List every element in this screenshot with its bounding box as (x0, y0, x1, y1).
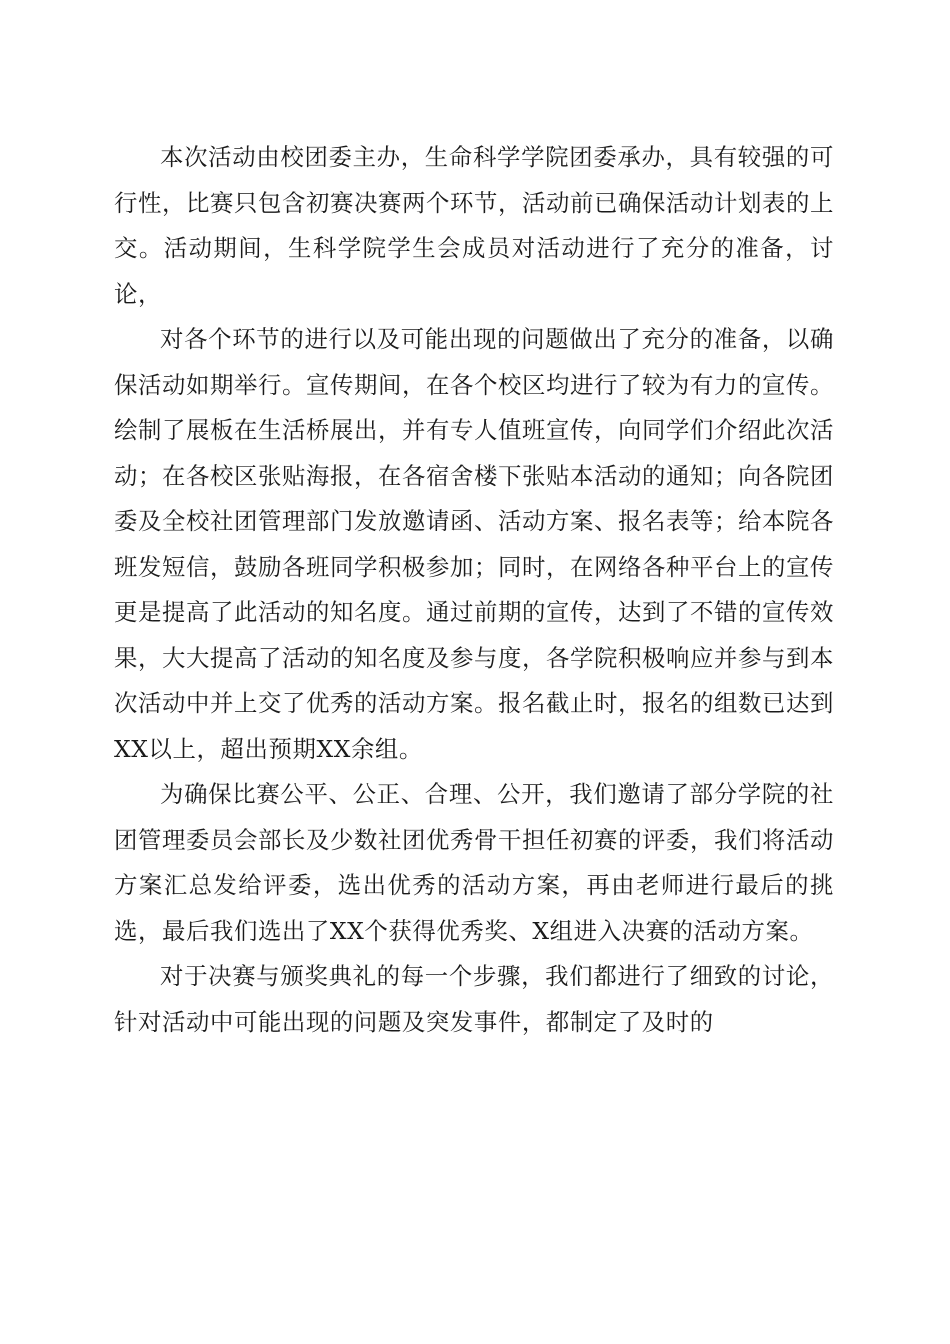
paragraph-4: 对于决赛与颁奖典礼的每一个步骤，我们都进行了细致的讨论，针对活动中可能出现的问题及突发事件，都制定了及时的 (114, 962, 834, 1036)
document-body (114, 135, 834, 1045)
paragraph-1: 本次活动由校团委主办，生命科学学院团委承办，具有较强的可行性，比赛只包含初赛决赛两个环节，活动前已确保活动计划表的上交。活动期间，生科学院学生会成员对活动进行了充分的准备，讨论， (114, 143, 834, 308)
paragraph-3: 为确保比赛公平、公正、合理、公开，我们邀请了部分学院的社团管理委员会部长及少数社团优秀骨干担任初赛的评委，我们将活动方案汇总发给评委，选出优秀的活动方案，再由老师进行最后的挑选，最后我们选出了XX个获得优秀奖、X组进入决赛的活动方案。 (114, 780, 834, 945)
paragraph-2: 对各个环节的进行以及可能出现的问题做出了充分的准备，以确保活动如期举行。宣传期间，在各个校区均进行了较为有力的宣传。绘制了展板在生活桥展出，并有专人值班宣传，向同学们介绍此次活动；在各校区张贴海报，在各宿舍楼下张贴本活动的通知；向各院团委及全校社团管理部门发放邀请函、活动方案、报名表等；给本院各班发短信，鼓励各班同学积极参加；同时，在网络各种平台上的宣传更是提高了此活动的知名度。通过前期的宣传，达到了不错的宣传效果，大大提高了活动的知名度及参与度，各学院积极响应并参与到本次活动中并上交了优秀的活动方案。报名截止时，报名的组数已达到XX以上，超出预期XX余组。 (114, 325, 834, 763)
